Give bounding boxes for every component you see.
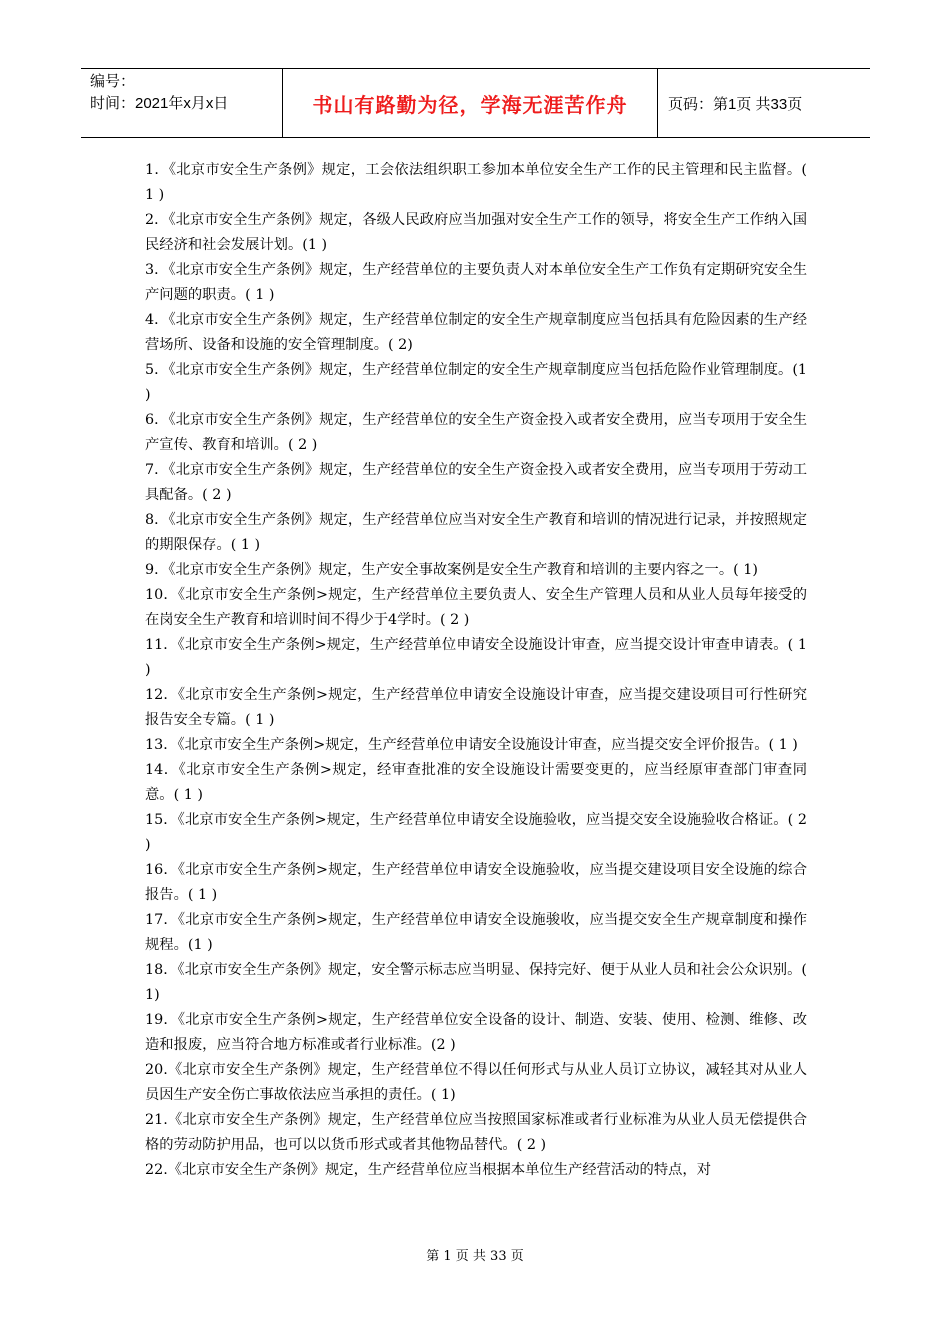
header-meta bbox=[81, 69, 283, 137]
question-item-13: 13．《北京市安全生产条例>规定，生产经营单位申请安全设施设计审查，应当提交安全评价报告。( 1 ) bbox=[145, 737, 798, 753]
question-item-1: 1．《北京市安全生产条例》规定，工会依法组织职工参加本单位安全生产工作的民主管理和民主监督。( 1 ) bbox=[145, 162, 807, 203]
question-item-16: 16．《北京市安全生产条例>规定，生产经营单位申请安全设施验收，应当提交建设项目安全设施的综合报告。( 1 ) bbox=[145, 862, 807, 903]
question-item-4: 4．《北京市安全生产条例》规定，生产经营单位制定的安全生产规章制度应当包括具有危险因素的生产经营场所、设备和设施的安全管理制度。( 2) bbox=[145, 312, 807, 353]
page-footer bbox=[0, 1245, 950, 1264]
question-item-14: 14．《北京市安全生产条例>规定，经审查批准的安全设施设计需要变更的，应当经原审查部门审查同意。( 1 ) bbox=[145, 762, 807, 803]
question-item-21: 21.《北京市安全生产条例》规定，生产经营单位应当按照国家标准或者行业标准为从业人员无偿提供合格的劳动防护用品，也可以以货币形式或者其他物品替代。( 2 ) bbox=[145, 1112, 807, 1153]
question-item-7: 7．《北京市安全生产条例》规定，生产经营单位的安全生产资金投入或者安全费用，应当专项用于劳动工具配备。( 2 ) bbox=[145, 462, 807, 503]
question-item-22: 22.《北京市安全生产条例》规定，生产经营单位应当根据本单位生产经营活动的特点，对 bbox=[145, 1162, 712, 1178]
question-item-19: 19．《北京市安全生产条例>规定，生产经营单位安全设备的设计、制造、安装、使用、检测、维修、改造和报废，应当符合地方标准或者行业标准。(2 ) bbox=[145, 1012, 807, 1053]
question-item-15: 15．《北京市安全生产条例>规定，生产经营单位申请安全设施验收，应当提交安全设施验收合格证。( 2 ) bbox=[145, 812, 807, 853]
page-info-text: 页码：第1页 共33页 bbox=[668, 95, 803, 113]
header-motto bbox=[283, 69, 658, 137]
question-item-6: 6．《北京市安全生产条例》规定，生产经营单位的安全生产资金投入或者安全费用，应当专项用于安全生产宣传、教育和培训。( 2 ) bbox=[145, 412, 807, 453]
question-item-12: 12．《北京市安全生产条例>规定，生产经营单位申请安全设施设计审查，应当提交建设项目可行性研究报告安全专篇。( 1 ) bbox=[145, 687, 807, 728]
document-date: 时间：2021年x月x日 bbox=[90, 95, 229, 112]
question-item-2: 2．《北京市安全生产条例》规定，各级人民政府应当加强对安全生产工作的领导，将安全生产工作纳入国民经济和社会发展计划。(1 ) bbox=[145, 212, 807, 253]
footer-page-number: 第 1 页 共 33 页 bbox=[426, 1249, 524, 1264]
question-item-11: 11．《北京市安全生产条例>规定，生产经营单位申请安全设施设计审查，应当提交设计审查申请表。( 1 ) bbox=[145, 637, 807, 678]
question-item-10: 10．《北京市安全生产条例>规定，生产经营单位主要负责人、安全生产管理人员和从业人员每年接受的在岗安全生产教育和培训时间不得少于4学时。( 2 ) bbox=[145, 587, 807, 628]
question-item-9: 9．《北京市安全生产条例》规定，生产安全事故案例是安全生产教育和培训的主要内容之一。( 1) bbox=[145, 562, 758, 578]
question-item-5: 5．《北京市安全生产条例》规定，生产经营单位制定的安全生产规章制度应当包括危险作业管理制度。(1 ) bbox=[145, 362, 807, 403]
question-item-20: 20.《北京市安全生产条例》规定，生产经营单位不得以任何形式与从业人员订立协议，减轻其对从业人员因生产安全伤亡事故依法应当承担的责任。( 1) bbox=[145, 1062, 807, 1103]
question-item-18: 18．《北京市安全生产条例》规定，安全警示标志应当明显、保持完好、便于从业人员和社会公众识别。( 1) bbox=[145, 962, 807, 1003]
motto-text: 书山有路勤为径，学海无涯苦作舟 bbox=[312, 94, 628, 117]
header-page-info bbox=[658, 69, 870, 137]
question-item-3: 3．《北京市安全生产条例》规定，生产经营单位的主要负责人对本单位安全生产工作负有定期研究安全生产问题的职责。( 1 ) bbox=[145, 262, 807, 303]
question-item-8: 8．《北京市安全生产条例》规定，生产经营单位应当对安全生产教育和培训的情况进行记录，并按照规定的期限保存。( 1 ) bbox=[145, 512, 807, 553]
question-item-17: 17．《北京市安全生产条例>规定，生产经营单位申请安全设施骏收，应当提交安全生产规章制度和操作规程。(1 ) bbox=[145, 912, 807, 953]
document-number-label: 编号： bbox=[90, 73, 136, 90]
page-header bbox=[81, 68, 870, 138]
question-list bbox=[145, 158, 807, 1183]
